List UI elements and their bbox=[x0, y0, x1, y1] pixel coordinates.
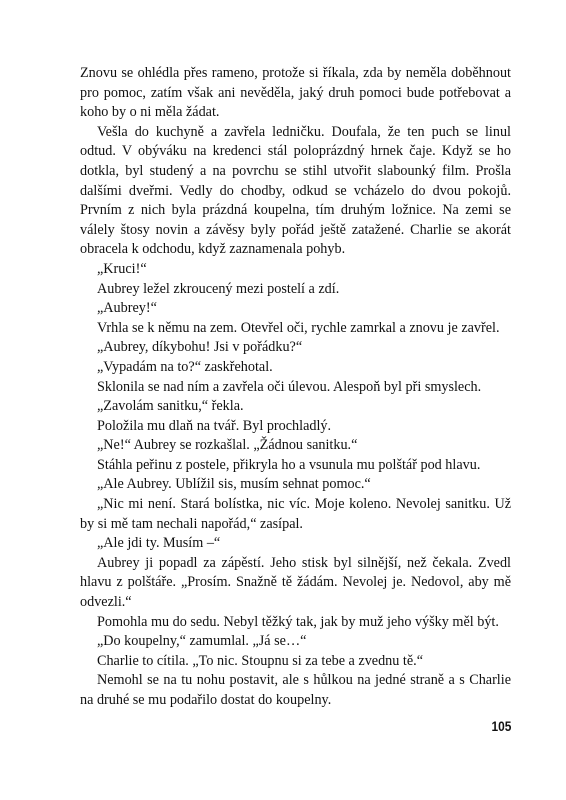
paragraph-16: „Ale jdi ty. Musím –“ bbox=[97, 535, 221, 552]
paragraph-4: Aubrey ležel zkroucený mezi postelí a zdí. bbox=[97, 280, 340, 297]
paragraph-21: Nemohl se na tu nohu postavit, ale s hůlkou na jedné straně a s Charlie na druhé se mu podařilo dostat do koupelny. bbox=[80, 672, 511, 708]
paragraph-8: „Vypadám na to?“ zaskřehotal. bbox=[97, 358, 273, 375]
paragraph-7: „Aubrey, díkybohu! Jsi v pořádku?“ bbox=[97, 339, 303, 356]
paragraph-6: Vrhla se k němu na zem. Otevřel oči, rychle zamrkal a znovu je zavřel. bbox=[97, 319, 500, 336]
paragraph-1: Znovu se ohlédla přes rameno, protože si říkala, zda by neměla doběhnout pro pomoc, zatím však ani nevěděla, jaký druh pomoci bude potřebovat a koho by o ni měla žádat. bbox=[80, 65, 511, 121]
paragraph-20: Charlie to cítila. „To nic. Stoupnu si za tebe a zvednu tě.“ bbox=[97, 652, 423, 669]
paragraph-18: Pomohla mu do sedu. Nebyl těžký tak, jak by muž jeho výšky měl být. bbox=[97, 613, 499, 630]
paragraph-10: „Zavolám sanitku,“ řekla. bbox=[97, 398, 244, 415]
paragraph-13: Stáhla peřinu z postele, přikryla ho a vsunula mu polštář pod hlavu. bbox=[97, 456, 481, 473]
paragraph-3: „Kruci!“ bbox=[97, 260, 147, 277]
paragraph-19: „Do koupelny,“ zamumlal. „Já se…“ bbox=[97, 633, 307, 650]
paragraph-15: „Nic mi není. Stará bolístka, nic víc. Moje koleno. Nevolej sanitku. Už by si mě tam nechali napořád,“ zasípal. bbox=[80, 496, 511, 532]
paragraph-12: „Ne!“ Aubrey se rozkašlal. „Žádnou sanitku.“ bbox=[97, 437, 358, 454]
paragraph-9: Sklonila se nad ním a zavřela oči úlevou. Alespoň byl při smyslech. bbox=[97, 378, 482, 395]
paragraph-5: „Aubrey!“ bbox=[97, 300, 157, 317]
body-text bbox=[80, 64, 511, 711]
paragraph-11: Položila mu dlaň na tvář. Byl prochladlý. bbox=[97, 417, 332, 434]
paragraph-17: Aubrey ji popadl za zápěstí. Jeho stisk byl silnější, než čekala. Zvedl hlavu z polštáře. „Prosím. Snažně tě žádám. Nevolej je. Nedovol, aby mě odvezli.“ bbox=[80, 554, 511, 611]
page-number: 105 bbox=[491, 718, 511, 734]
paragraph-2: Vešla do kuchyně a zavřela ledničku. Doufala, že ten puch se linul odtud. V obýváku na kredenci stál poloprázdný hrnek čaje. Když se ho dotkla, byl studený a na povrchu se stihl utvořit slabounký film. Prošla dalšími dveřmi. Vedly do chodby, odkud se vcházelo do dvou pokojů. Prvním z nich byla prázdná koupelna, tím druhým ložnice. Na zemi se válely štosy novin a závěsy byly pořád ještě zatažené. Charlie se akorát obracela k odchodu, když zaznamenala pohyb. bbox=[80, 123, 511, 258]
paragraph-14: „Ale Aubrey. Ublížil sis, musím sehnat pomoc.“ bbox=[97, 476, 371, 493]
